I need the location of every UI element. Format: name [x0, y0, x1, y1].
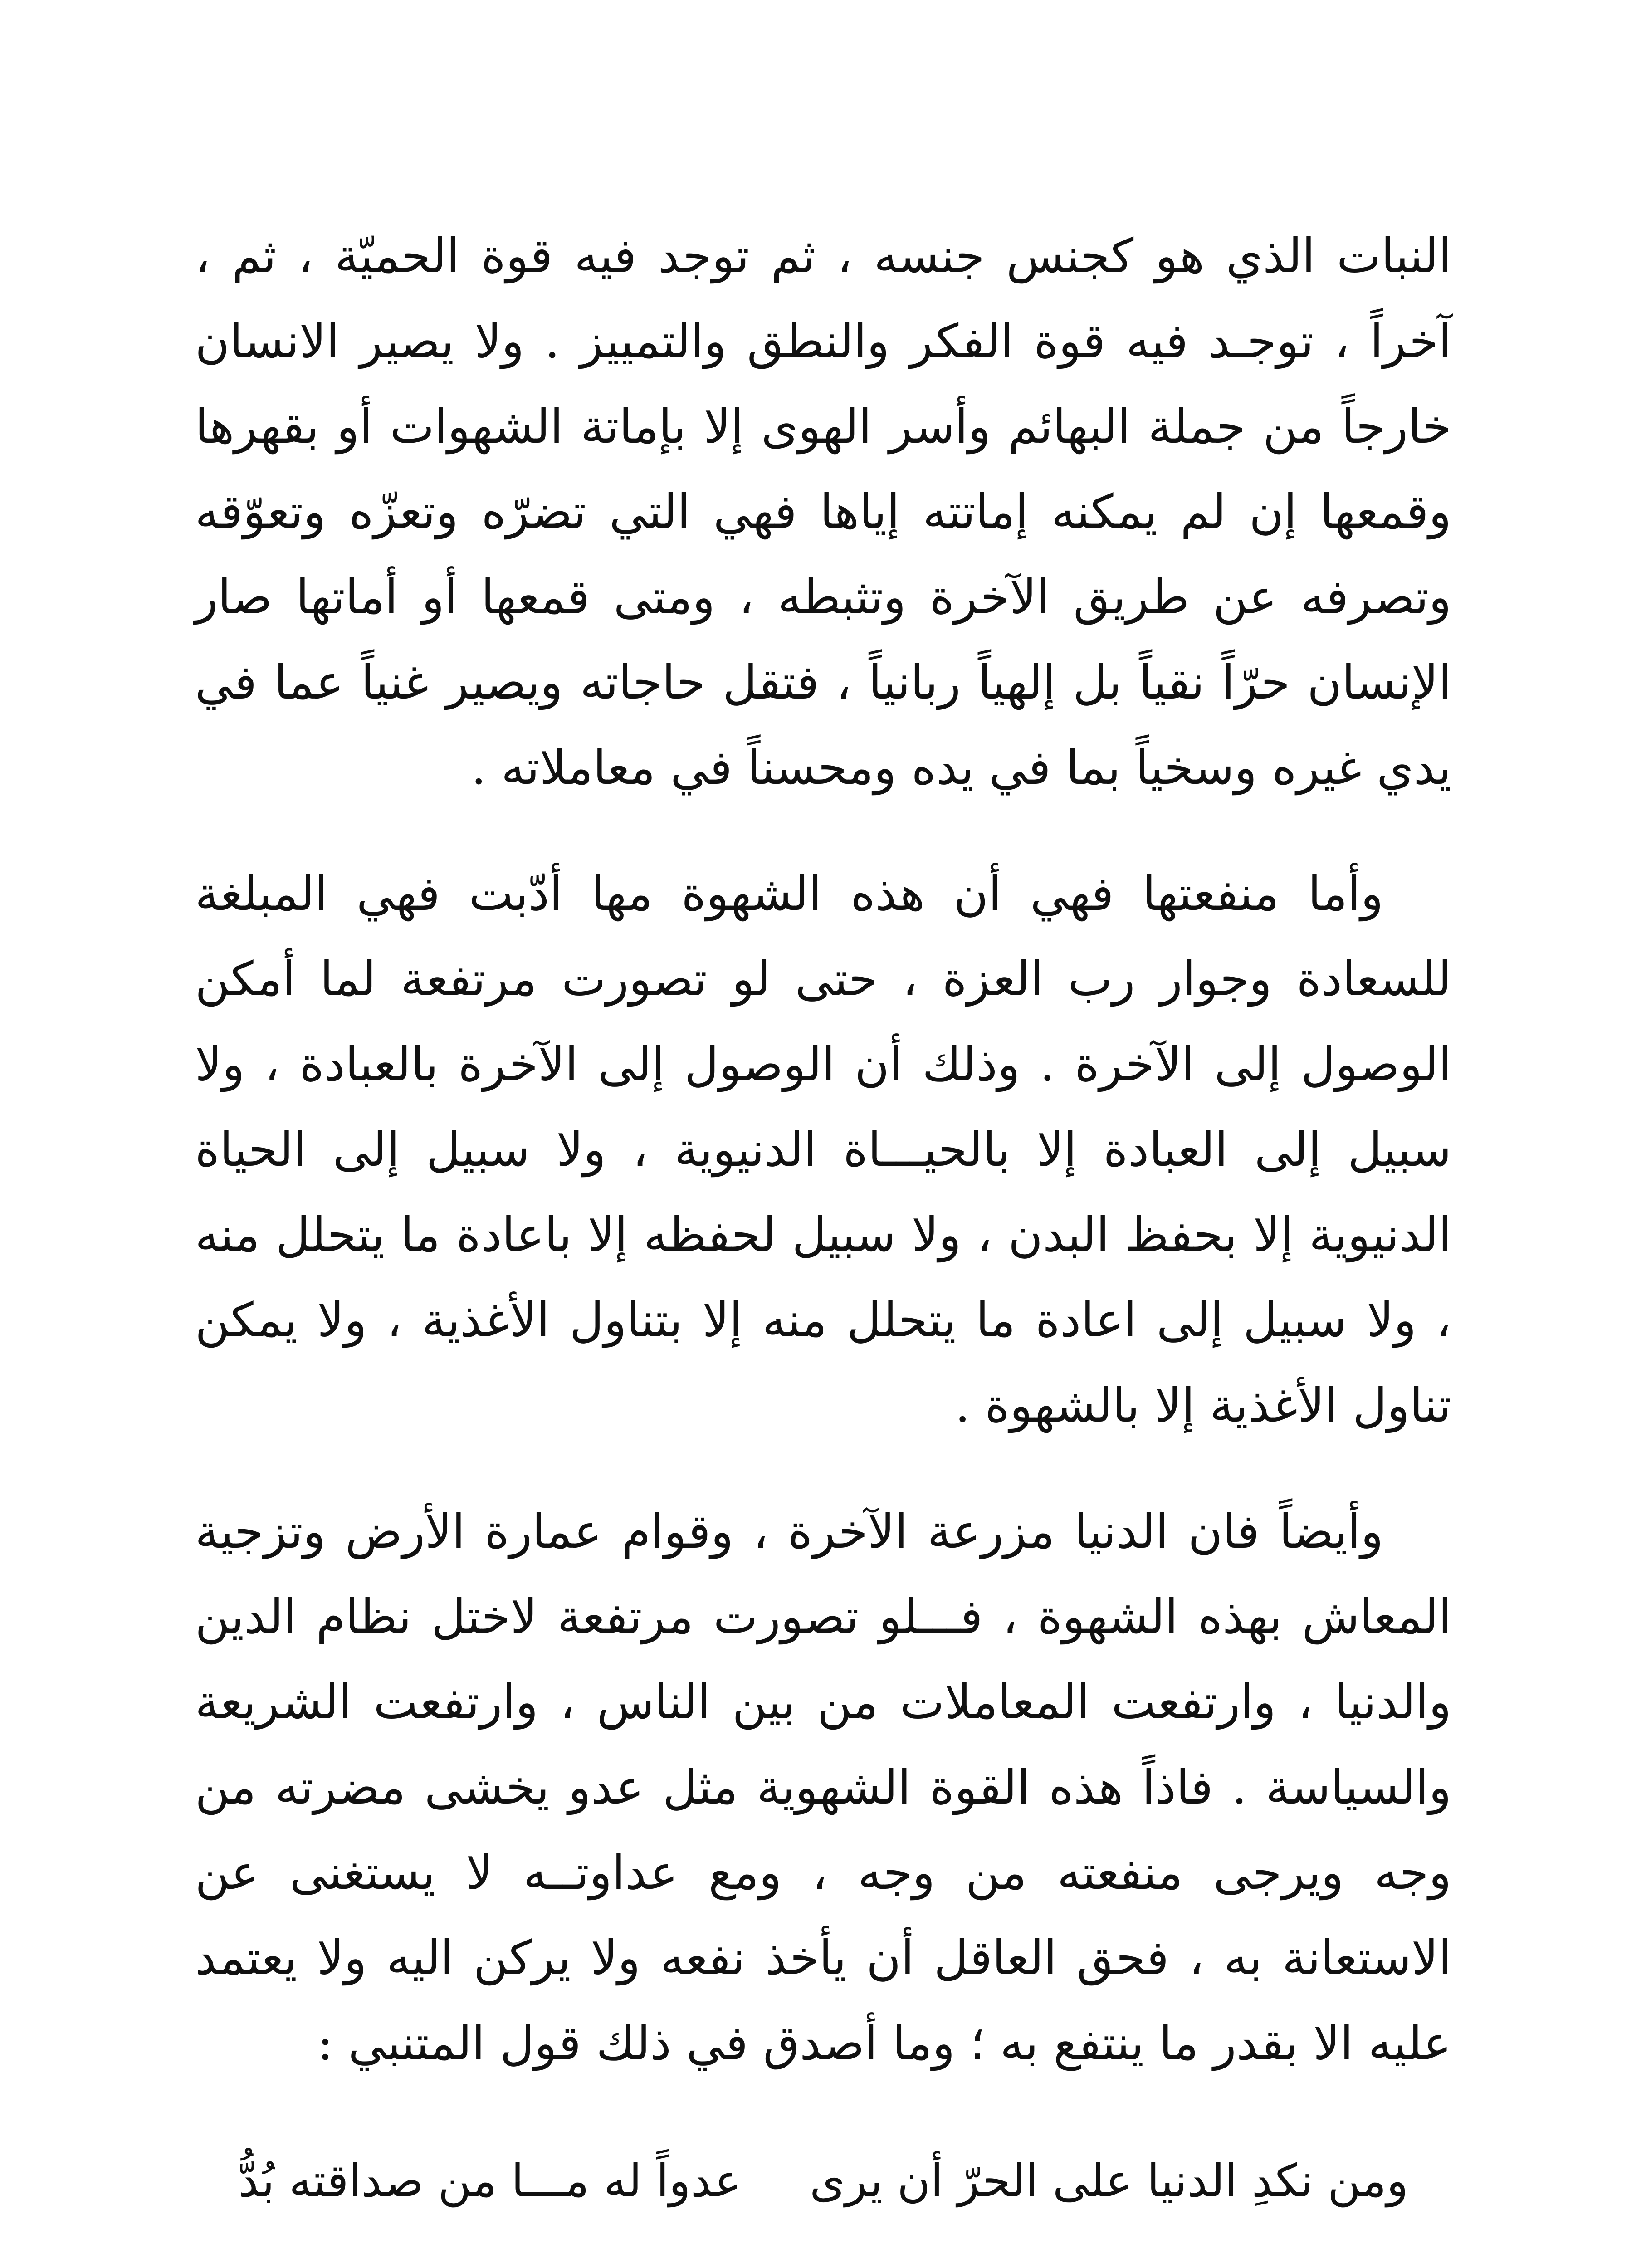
paragraph-3: وأيضاً فان الدنيا مزرعة الآخرة ، وقوام عمارة الأرض وتزجية المعاش بهذه الشهوة ، فـــلو تصورت مرتفعة لاختل نظام الدين والدنيا ، وارتفعت المعاملات من بين الناس ، وارتفعت الشريعة والسياسة . فاذاً هذه القوة الشهوية مثل عدو يخشى مضرته من وجه ويرجى منفعته من وجه ، ومع عداوتــه لا يستغنى عن الاستعانة به ، فحق العاقل أن يأخذ نفعه ولا يركن اليه ولا يعتمد عليه الا بقدر ما ينتفع به ؛ وما أصدق في ذلك قول المتنبي :	[195, 1504, 1451, 2071]
paragraph-1: النبات الذي هو كجنس جنسه ، ثم توجد فيه قوة الحميّة ، ثم ، آخراً ، توجـد فيه قوة الفكر والنطق والتمييز . ولا يصير الانسان خارجاً من جملة البهائم وأسر الهوى إلا بإماتة الشهوات أو بقهرها وقمعها إن لم يمكنه إماتته إياها فهي التي تضرّه وتعزّه وتعوّقه وتصرفه عن طريق الآخرة وتثبطه ، ومتى قمعها أو أماتها صار الإنسان حرّاً نقياً بل إلهياً ربانياً ، فتقل حاجاته ويصير غنياً عما في يدي غيره وسخياً بما في يده ومحسناً في معاملاته .	[195, 228, 1451, 795]
verse-second-hemistich: عدواً له مـــا من صداقته بُدُّ	[238, 2154, 742, 2207]
paragraph-2: وأما منفعتها فهي أن هذه الشهوة مها أدّبت فهي المبلغة للسعادة وجوار رب العزة ، حتى لو تصورت مرتفعة لما أمكن الوصول إلى الآخرة . وذلك أن الوصول إلى الآخرة بالعبادة ، ولا سبيل إلى العبادة إلا بالحيـــاة الدنيوية ، ولا سبيل إلى الحياة الدنيوية إلا بحفظ البدن ، ولا سبيل لحفظه إلا باعادة ما يتحلل منه ، ولا سبيل إلى اعادة ما يتحلل منه إلا بتناول الأغذية ، ولا يمكن تناول الأغذية إلا بالشهوة .	[195, 866, 1451, 1433]
verse-first-hemistich: ومن نكدِ الدنيا على الحرّ أن يرى	[809, 2154, 1409, 2207]
poetry-verse	[195, 2140, 1451, 2222]
